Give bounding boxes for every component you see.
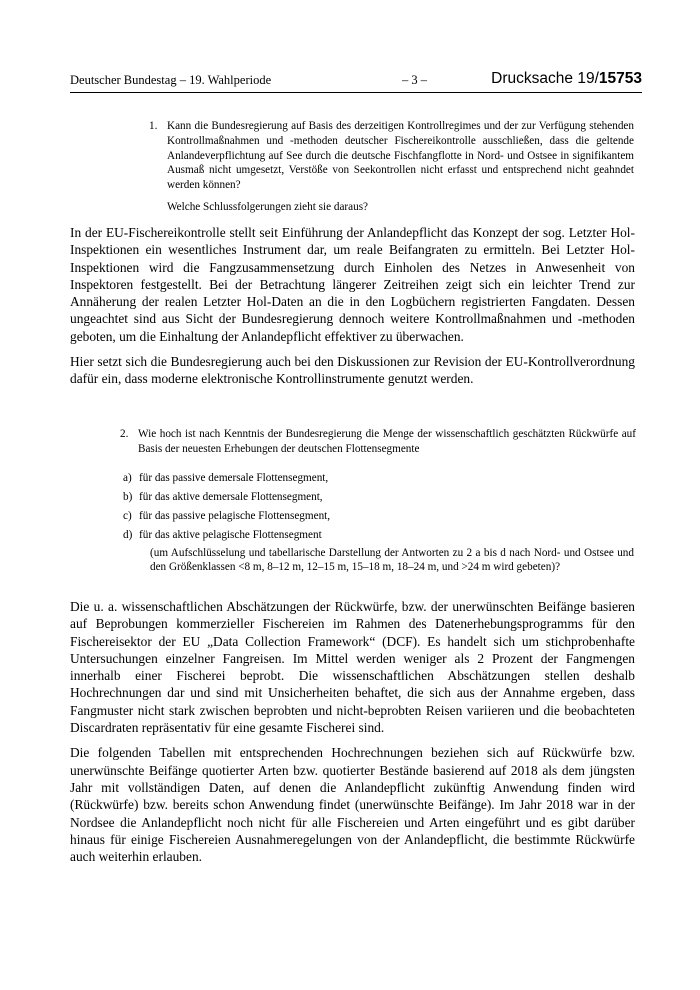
item-text: für das aktive demersale Flottensegment,: [139, 491, 323, 503]
question-2-text: Wie hoch ist nach Kenntnis der Bundesregierung die Menge der wissenschaftlich geschätzten Rückwürfe auf Basis der neuesten Erhebungen der deutschen Flottensegmente: [138, 428, 636, 455]
item-label: d): [123, 529, 133, 541]
item-label: c): [123, 510, 132, 522]
answer-1-paragraph-1: In der EU-Fischereikontrolle stellt seit Einführung der Anlandepflicht das Konzept der sog. Letzter Hol-Inspektionen ein wesentliches Instrument dar, um reale Beifangraten zu ermitteln. Bei Letzter Hol-Inspektionen wird die Fangzusammensetzung durch Einholen des Netzes in Anwesenheit von Inspektoren festgestellt. Bei der Betrachtung längerer Zeitreihen zeigt sich ein leichter Trend zur Annäherung der realen Letzter Hol-Daten an die in den Logbüchern registrierten Fangdaten. Dessen ungeachtet sind aus Sicht der Bundesregierung dennoch weitere Kontrollmaßnahmen und -methoden geboten, um die Einhaltung der Anlandepflicht effektiver zu überwachen.: [70, 225, 635, 344]
document-label: Drucksache: [491, 70, 574, 87]
answer-1-paragraph-2: Hier setzt sich die Bundesregierung auch bei den Diskussionen zur Revision der EU-Kontrollverordnung dafür ein, dass moderne elektronische Kontrollinstrumente genutzt werden.: [70, 354, 635, 387]
document-number-bold: 15753: [598, 70, 642, 87]
item-text: für das passive pelagische Flottensegment,: [139, 510, 331, 522]
document-number-prefix: 19/: [577, 70, 599, 87]
page-header: [70, 70, 642, 92]
answer-1: [70, 224, 635, 396]
question-2-item: [123, 528, 322, 542]
answer-2-paragraph-1: Die u. a. wissenschaftlichen Abschätzungen der Rückwürfe, bzw. der unerwünschten Beifänge basieren auf Beprobungen kommerzieller Fischereien im Rahmen des Datenerhebungsprogramms für den Fischereisektor der EU „Data Collection Framework“ (DCF). Es handelt sich um stichprobenhafte Untersuchungen einzelner Fangreisen. Im Mittel werden weniger als 2 Prozent der Fangmengen innerhalb einer Fischerei beprobt. Die wissenschaftlichen Abschätzungen stellen deshalb Hochrechnungen dar und sind mit Unsicherheiten behaftet, die sich aus der Annahme ergeben, dass Fangmuster nicht stark zwischen beprobten und nicht-beprobten Reisen variieren und die beobachteten Discardraten repräsentativ für eine gesamte Fischerei sind.: [70, 599, 635, 736]
question-2-note: (um Aufschlüsselung und tabellarische Darstellung der Antworten zu 2 a bis d nach Nord- und Ostsee und den Größenklassen <8 m, 8–12 m, 12–15 m, 15–18 m, 18–24 m, und >24 m wird gebeten)?: [150, 547, 634, 574]
question-1-number: 1.: [149, 120, 158, 132]
page-number: – 3 –: [402, 73, 427, 87]
question-2: [120, 427, 636, 457]
item-text: für das aktive pelagische Flottensegment: [139, 529, 322, 541]
question-2-item: [123, 509, 330, 523]
question-1-text: Kann die Bundesregierung auf Basis des derzeitigen Kontrollregimes und der zur Verfügung stehenden Kontrollmaßnahmen und -methoden deutscher Fischereikontrolle ausschließen, dass die geltende Anlandeverpflichtung auf See durch die deutsche Fischfangflotte in Nord- und Ostsee in signifikantem Ausmaß nicht umgesetzt, Verstöße von Seekontrollen nicht erfasst und entsprechend nicht geahndet werden können?: [167, 120, 634, 192]
header-rule: [70, 92, 642, 93]
header-left: Deutscher Bundestag – 19. Wahlperiode: [70, 73, 272, 87]
question-2-number: 2.: [120, 428, 129, 440]
document-number: [491, 70, 642, 88]
question-2-item: [123, 471, 328, 485]
question-2-item: [123, 490, 323, 504]
item-text: für das passive demersale Flottensegment,: [139, 472, 329, 484]
item-label: b): [123, 491, 133, 503]
question-1-followup: Welche Schlussfolgerungen zieht sie daraus?: [167, 200, 369, 213]
answer-2: [70, 598, 635, 873]
item-label: a): [123, 472, 132, 484]
question-1: [149, 119, 634, 215]
answer-2-paragraph-2: Die folgenden Tabellen mit entsprechenden Hochrechnungen beziehen sich auf Rückwürfe bzw. unerwünschte Beifänge quotierter Arten bzw. quotierter Bestände basierend auf 2018 als dem jüngsten Jahr mit vollständigen Daten, auf denen die Anlandepflicht zukünftig Anwendung finden wird (Rückwürfe) bzw. bereits schon Anwendung findet (unerwünschte Beifänge). Im Jahr 2018 war in der Nordsee die Anlandepflicht noch nicht für alle Fischereien und Arten eingeführt und es gibt darüber hinaus für einige Fischereien Ausnahmeregelungen von der Anlandepflicht, die bestimmte Rückwürfe auch weiterhin erlauben.: [70, 745, 635, 865]
